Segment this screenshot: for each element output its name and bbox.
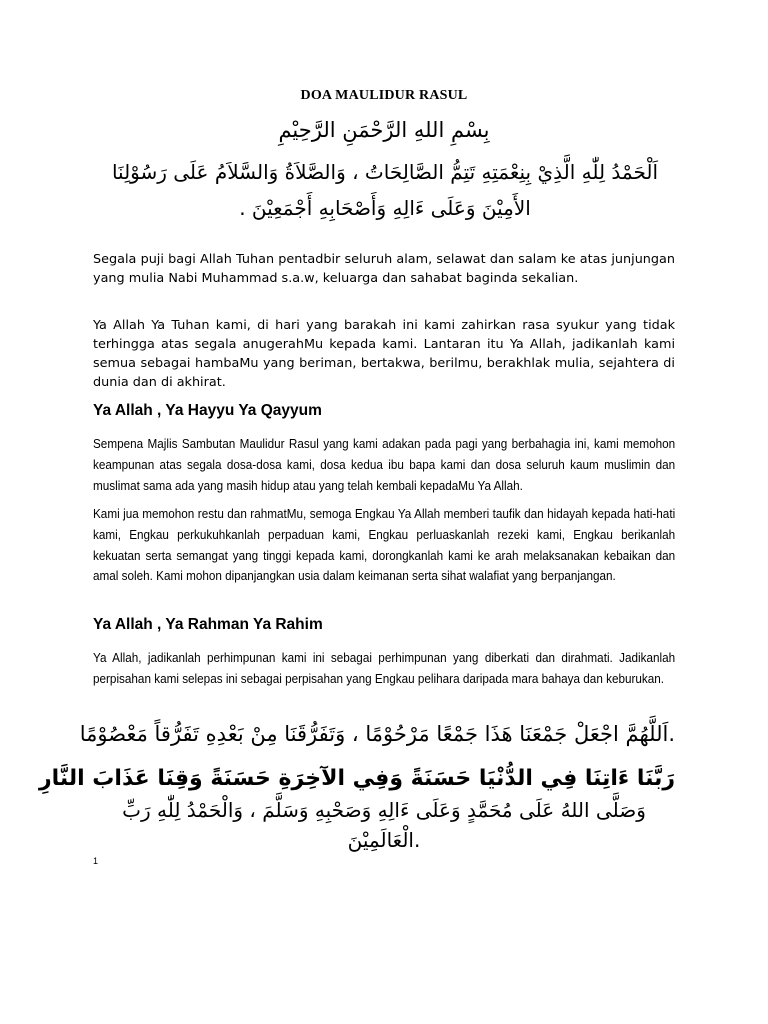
arabic-closing-line-1: .اَللَّهُمَّ اجْعَلْ جَمْعَنَا هَذَا جَمْعًا مَرْحُوْمًا ، وَتَفَرُّقَنَا مِنْ بَعْدِهِ تَفَرُّقاً مَعْصُوْمًا <box>79 722 675 746</box>
paragraph-gratitude: Ya Allah Ya Tuhan kami, di hari yang barakah ini kami zahirkan rasa syukur yang tidak terhingga atas segala anugerahMu kepada kami. Lantaran itu Ya Allah, jadikanlah kami semua sebagai hambaMu yang beriman, bertakwa, berilmu, berakhlak mulia, sejahtera di dunia dan di akhirat. <box>93 318 675 390</box>
arabic-closing-line-4: .الْعَالَمِيْنَ <box>347 828 421 852</box>
arabic-opening-line-2: الأَمِيْنَ وَعَلَى ءَالِهِ وَأَصْحَابِهِ أَجْمَعِيْنَ . <box>239 196 531 220</box>
arabic-closing-line-3: وَصَلَّى اللهُ عَلَى مُحَمَّدٍ وَعَلَى ءَالِهِ وَصَحْبِهِ وَسَلَّمَ ، وَالْحَمْدُ لِلّٰهِ رَبِّ <box>122 798 646 822</box>
section-heading-rahman-rahim: Ya Allah , Ya Rahman Ya Rahim <box>93 616 323 633</box>
paragraph-blessings: Kami jua memohon restu dan rahmatMu, semoga Engkau Ya Allah memberi taufik dan hidayah kepada hati-hati kami, Engkau perkukuhkanlah perpaduan kami, Engkau perluaskanlah rezeki kami, Engkau berikanlah kekuatan serta semangat yang tinggi kepada kami, dorongkanlah kami ke arah melaksanakan kebaikan dan amal soleh. Kami mohon dipanjangkan usia dalam keimanan serta sihat walafiat yang berpanjangan. <box>93 507 676 584</box>
paragraph-forgiveness: Sempena Majlis Sambutan Maulidur Rasul yang kami adakan pada pagi yang berbahagia ini, kami memohon keampunan atas segala dosa-dosa kami, dosa kedua ibu bapa kami dan dosa seluruh kaum muslimin dan muslimat sama ada yang masih hidup atau yang telah kembali kepadaMu Ya Allah. <box>93 437 676 493</box>
paragraph-gathering: Ya Allah, jadikanlah perhimpunan kami ini sebagai perhimpunan yang diberkati dan dirahmati. Jadikanlah perpisahan kami selepas ini sebagai perpisahan yang Engkau pelihara daripada mara bahaya dan keburukan. <box>93 651 676 686</box>
document-title: DOA MAULIDUR RASUL <box>300 88 468 103</box>
section-heading-hayyu-qayyum: Ya Allah , Ya Hayyu Ya Qayyum <box>93 402 322 419</box>
arabic-basmalah: بِسْمِ اللهِ الرَّحْمَنِ الرَّحِيْمِ <box>278 118 490 142</box>
arabic-closing-line-2: رَبَّنَا ءَاتِنَا فِي الدُّنْيَا حَسَنَةً وَفِي الآخِرَةِ حَسَنَةً وَقِنَا عَذَابَ النَّارِ <box>38 766 675 791</box>
footnote-mark: 1 <box>93 856 99 866</box>
arabic-opening-line-1: اَلْحَمْدُ لِلّٰهِ الَّذِيْ بِنِعْمَتِهِ تَتِمُّ الصَّالِحَاتُ ، وَالصَّلاَةُ وَالسَّلاَمُ عَلَى رَسُوْلِنَا <box>111 160 659 184</box>
paragraph-praise: Segala puji bagi Allah Tuhan pentadbir seluruh alam, selawat dan salam ke atas junjungan yang mulia Nabi Muhammad s.a.w, keluarga dan sahabat baginda sekalian. <box>93 252 675 286</box>
